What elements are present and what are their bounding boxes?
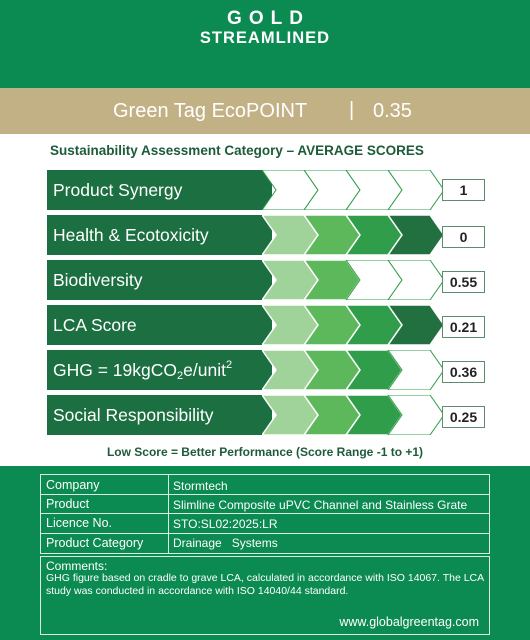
company-value: Stormtech (173, 479, 228, 493)
ghg-superscript: 2 (225, 359, 233, 371)
ghg-unit: e/unit (183, 360, 226, 380)
table-divider (41, 494, 489, 495)
tier-title: STREAMLINED (199, 29, 331, 47)
table-divider (168, 475, 169, 553)
website-link[interactable]: www.globalgreentag.com (339, 615, 479, 629)
score-chevrons (262, 260, 442, 300)
ecopoint-separator: | (349, 99, 355, 121)
comments-title: Comments: (46, 559, 108, 573)
company-label: Company (46, 478, 100, 492)
assessment-subtitle: Sustainability Assessment Category – AVERAGE SCORES (50, 143, 424, 158)
ghg-prefix: GHG = 19kgCO (53, 360, 178, 380)
licence-value: STO:SL02:2025:LR (173, 517, 278, 531)
table-divider (41, 533, 489, 534)
category-label: Product Category (46, 536, 144, 550)
category-score: 1 (442, 179, 485, 201)
ghg-subscript: 2 (177, 370, 184, 382)
category-score: 0.21 (442, 316, 485, 338)
comments-box (40, 556, 490, 635)
comments-text: GHG figure based on cradle to grave LCA, calculated in accordance with ISO 14067. The LCA study was conducted in accordance with ISO 14040/44 standard. (46, 572, 484, 597)
score-chevrons (262, 350, 442, 390)
ecopoint-band (0, 88, 530, 134)
category-label: Biodiversity (47, 260, 272, 300)
licence-label: Licence No. (46, 516, 113, 530)
category-score: 0.36 (442, 361, 485, 383)
score-chevrons (262, 395, 442, 435)
category-label: Health & Ecotoxicity (47, 215, 272, 255)
score-chevrons (262, 215, 442, 255)
product-label: Product (46, 497, 90, 511)
product-value: Slimline Composite uPVC Channel and Stainless Grate (173, 498, 468, 512)
details-table (40, 474, 490, 554)
header-band (0, 0, 530, 88)
category-label: Social Responsibility (47, 395, 272, 435)
rating-title: GOLD (227, 8, 310, 29)
category-value: Drainage Systems (173, 536, 278, 550)
ecopoint-value: 0.35 (373, 100, 412, 122)
category-label: LCA Score (47, 305, 272, 345)
category-label-ghg (47, 350, 272, 390)
table-divider (41, 513, 489, 514)
score-chevrons (262, 305, 442, 345)
ecopoint-name: Green Tag EcoPOINT (113, 100, 308, 122)
score-chevrons (262, 170, 442, 210)
score-footnote: Low Score = Better Performance (Score Range -1 to +1) (106, 445, 424, 459)
category-label: Product Synergy (47, 170, 272, 210)
category-score: 0.25 (442, 406, 485, 428)
category-score: 0.55 (442, 271, 485, 293)
category-score: 0 (442, 226, 485, 248)
